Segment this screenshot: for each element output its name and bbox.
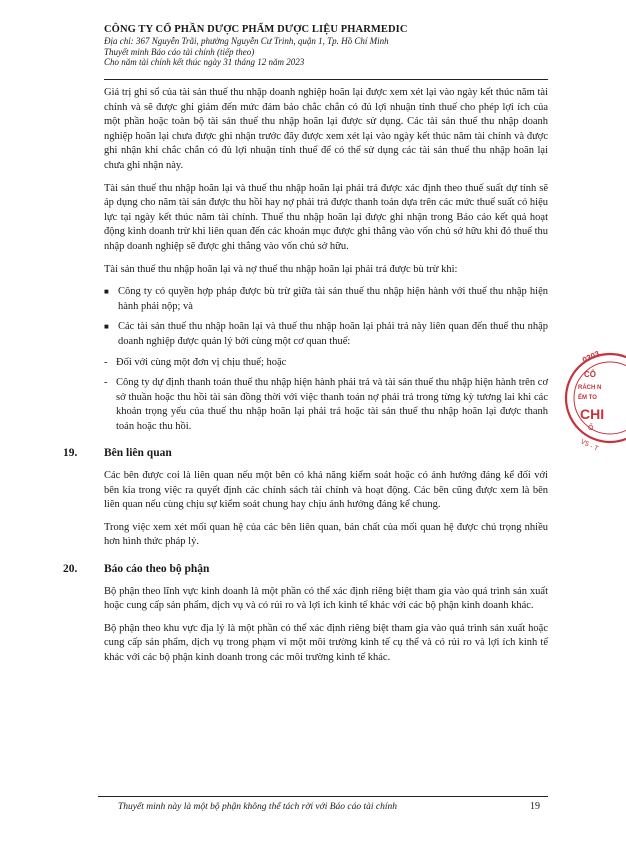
paragraph: Giá trị ghi sổ của tài sản thuế thu nhập doanh nghiệp hoãn lại được xem xét lại vào ngày kết thúc năm tài chính và sẽ được ghi giảm đến mức đảm bảo chắc chắn có đủ lợi nhuận tính thuế cho phép lợi ích của một phần hoặc toàn bộ tài sản thuế thu nhập hoãn lại được sử dụng. Các tài sản thuế thu nhập doanh nghiệp hoãn lại chưa được ghi nhận trước đây được xem xét lại vào ngày kết thúc năm tài chính và được ghi nhận khi chắc chắn có đủ lợi nhuận tính thuế để có thể sử dụng các tài sản thuế thu nhập hoãn lại chưa ghi nhận này. <box>104 87 548 171</box>
section-title: Bên liên quan <box>104 447 172 460</box>
dash-item <box>104 356 548 371</box>
seal-text-3: RÁCH N <box>578 385 602 391</box>
paragraph: Tài sản thuế thu nhập hoãn lại và thuế thu nhập hoãn lại phải trả được xác định theo thuế suất dự tính sẽ áp dụng cho năm tài sản được thu hồi hay nợ phải trả được thanh toán dựa trên các mức thuế suất có hiệu lực tại ngày kết thúc năm tài chính. Thuế thu nhập hoãn lại được ghi nhận trong Báo cáo kết quả hoạt động kinh doanh trừ khi liên quan đến các khoản mục được ghi thẳng vào vốn chủ sở hữu khi đó thuế thu nhập doanh nghiệp sẽ được ghi thẳng vào vốn chủ sở hữu. <box>104 182 548 252</box>
seal-text-7: V5 - T <box>579 438 600 453</box>
footer-divider <box>98 796 548 797</box>
company-address: Địa chỉ: 367 Nguyễn Trãi, phường Nguyễn Cư Trinh, quận 1, Tp. Hồ Chí Minh <box>104 36 389 46</box>
company-seal-stamp <box>566 333 626 463</box>
dash-text: Đối với cùng một đơn vị chịu thuế; hoặc <box>116 356 287 368</box>
seal-text-1: 0303 <box>581 349 601 365</box>
section-heading-20 <box>63 562 548 578</box>
footer-note: Thuyết minh này là một bộ phận không thể tách rời với Báo cáo tài chính <box>118 802 398 812</box>
bullet-icon: ■ <box>104 322 109 332</box>
section-heading-19 <box>63 446 548 462</box>
paragraph: Các bên được coi là liên quan nếu một bên có khả năng kiểm soát hoặc có ảnh hưởng đáng kể đối với bên kia trong việc ra quyết định các chính sách tài chính và hoạt động. Các bên cũng được xem là bên liên quan nếu cùng chịu sự kiểm soát chung hay chịu ảnh hưởng đáng kể chung. <box>104 470 548 511</box>
seal-text-2: CÔ <box>584 370 596 379</box>
bullet-text: Các tài sản thuế thu nhập hoãn lại và thuế thu nhập hoãn lại phải trả này liên quan đến thuế thu nhập doanh nghiệp được quản lý bởi cùng một cơ quan thuế: <box>118 321 548 347</box>
bullet-item <box>104 285 548 314</box>
bullet-item <box>104 320 548 349</box>
seal-text-4: ỂM TO <box>578 395 597 401</box>
paragraph: Bộ phận theo khu vực địa lý là một phần có thể xác định riêng biệt tham gia vào quá trình sản xuất hoặc cung cấp sản phẩm, dịch vụ trong phạm vi một môi trường kinh tế cụ thể và có rủi ro và lợi ích kinh tế khác với các bộ phận kinh doanh trong các môi trường kinh tế khác. <box>104 622 548 663</box>
paragraph: Bộ phận theo lĩnh vực kinh doanh là một phần có thể xác định riêng biệt tham gia vào quá trình sản xuất hoặc cung cấp sản phẩm, dịch vụ và có rủi ro và lợi ích kinh tế khác với các bộ phận kinh doanh khác. <box>104 585 548 612</box>
page-number: 19 <box>530 801 540 812</box>
seal-text-6: Ố <box>588 425 594 432</box>
seal-text-5: CHI <box>580 406 605 422</box>
page-header <box>104 23 544 68</box>
bullet-icon: ■ <box>104 287 109 297</box>
dash-icon: - <box>104 356 108 368</box>
document-body <box>63 86 548 674</box>
dash-text: Công ty dự định thanh toán thuế thu nhập hiện hành phải trả và tài sản thuế thu nhập hiện hành trên cơ sở thuần hoặc thu hồi tài sản đồng thời với việc thanh toán nợ phải trả trong từng kỳ tương lai khi các khoản trọng yếu của thuế thu nhập hoãn lại phải trả hoặc tài sản thuế thu nhập hoãn lại được thanh toán hoặc thu hồi. <box>116 377 548 432</box>
paragraph: Tài sản thuế thu nhập hoãn lại và nợ thuế thu nhập hoãn lại phải trả được bù trừ khi: <box>104 263 458 275</box>
section-title: Báo cáo theo bộ phận <box>104 563 210 576</box>
document-title: Thuyết minh Báo cáo tài chính (tiếp theo) <box>104 46 255 57</box>
bullet-text: Công ty có quyền hợp pháp được bù trừ giữa tài sản thuế thu nhập hiện hành với thuế thu nhập hiện hành phải nộp; và <box>118 286 548 312</box>
dash-icon: - <box>104 377 108 389</box>
section-number: 19. <box>63 447 78 460</box>
section-number: 20. <box>63 563 78 576</box>
company-name: CÔNG TY CỔ PHẦN DƯỢC PHẨM DƯỢC LIỆU PHARMEDIC <box>104 24 408 35</box>
header-divider <box>104 79 548 80</box>
dash-item <box>104 376 548 434</box>
reporting-period: Cho năm tài chính kết thúc ngày 31 tháng 12 năm 2023 <box>104 57 305 67</box>
paragraph: Trong việc xem xét mối quan hệ của các bên liên quan, bản chất của mối quan hệ được chú trọng nhiều hơn hình thức pháp lý. <box>104 521 548 548</box>
